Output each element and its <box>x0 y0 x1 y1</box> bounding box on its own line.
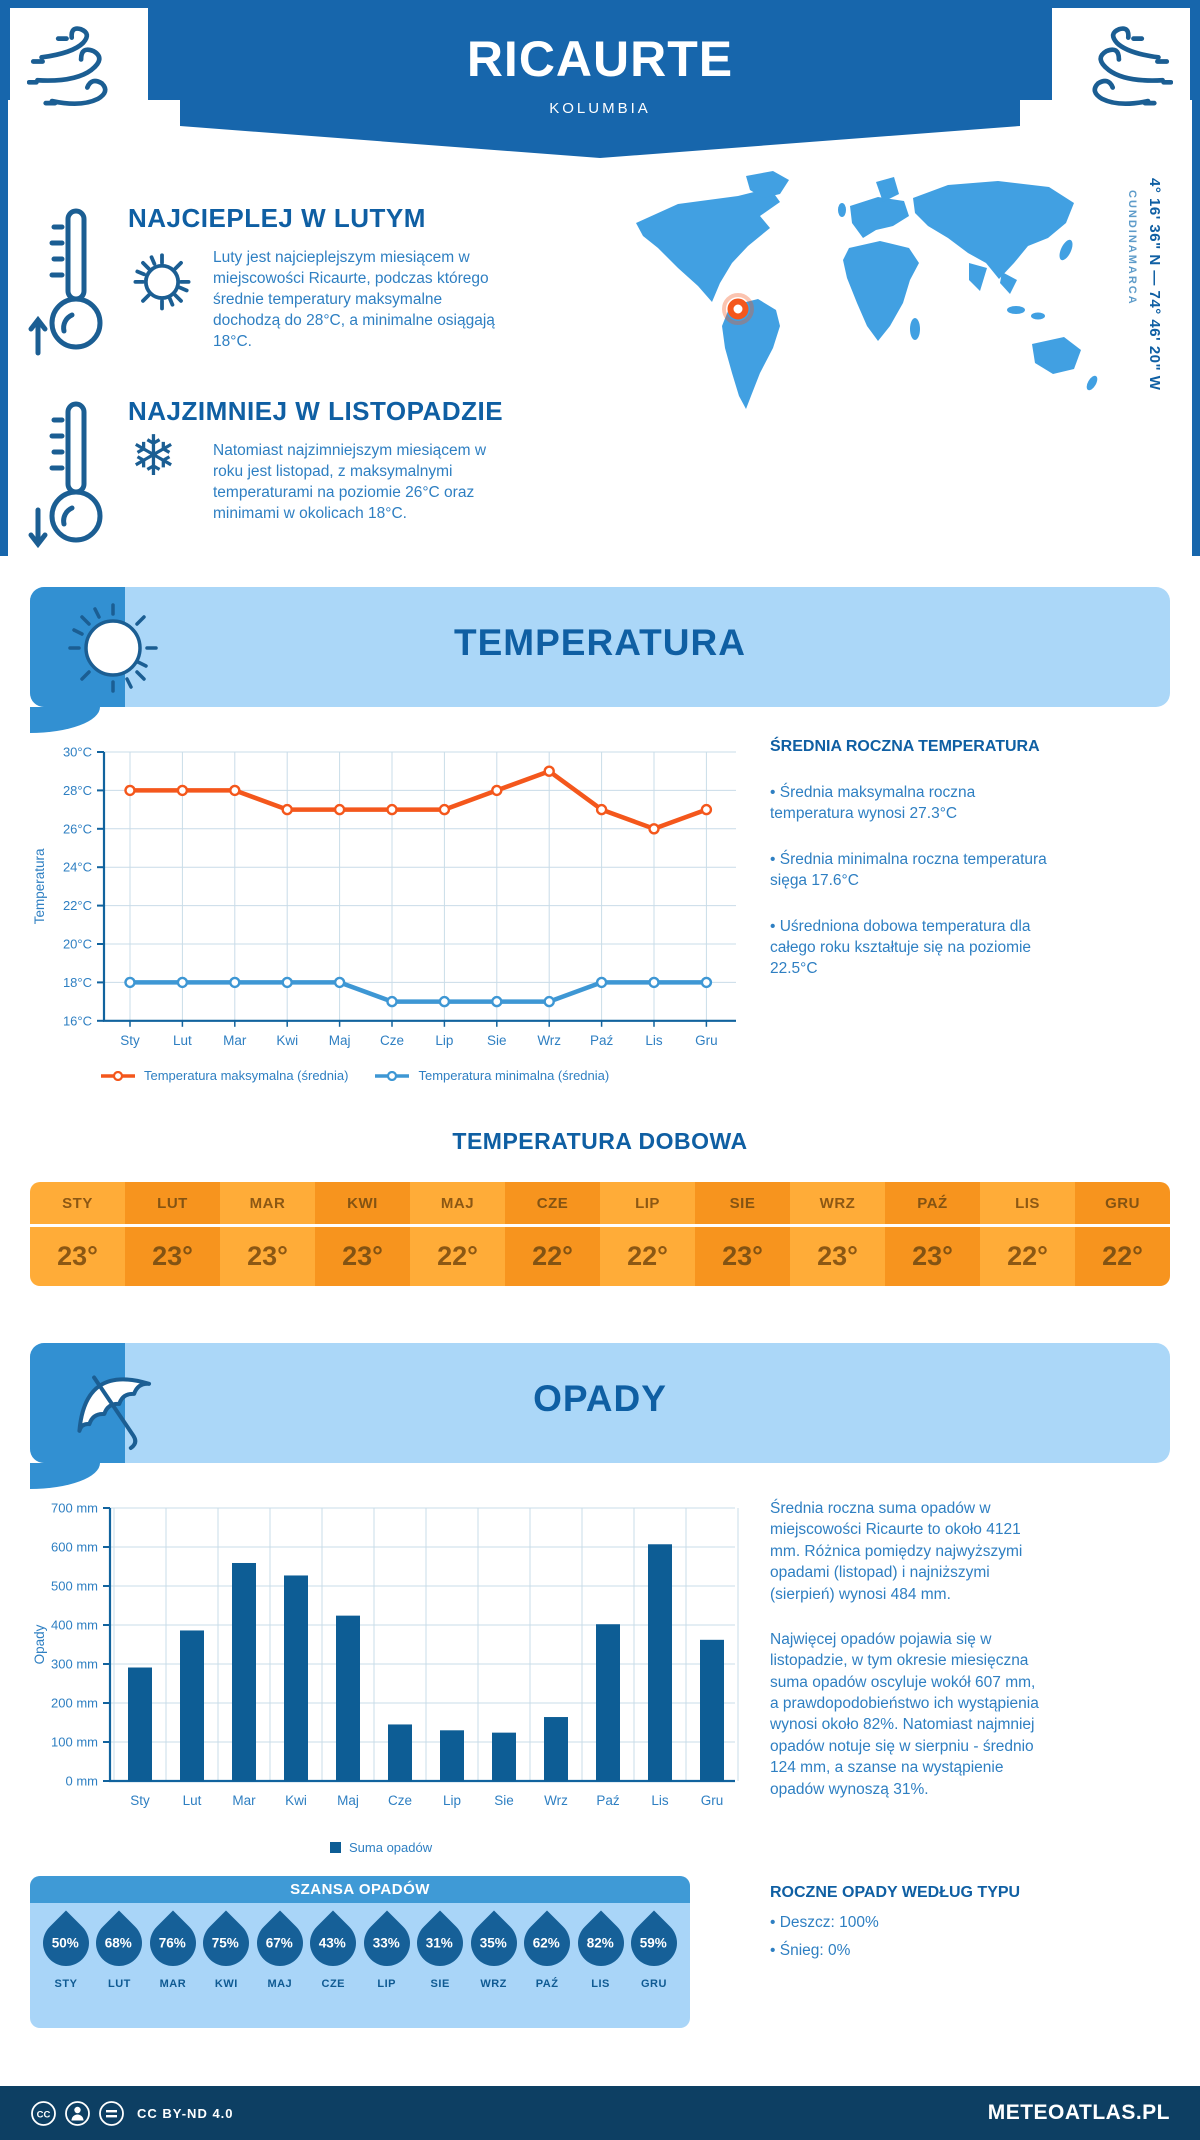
svg-text:0 mm: 0 mm <box>65 1773 98 1789</box>
page-title: RICAURTE <box>466 31 734 87</box>
legend-min-label: Temperatura minimalna (średnia) <box>418 1068 610 1083</box>
wind-icon <box>27 22 131 126</box>
svg-text:600 mm: 600 mm <box>51 1539 98 1555</box>
daily-table-month: MAR <box>220 1182 315 1224</box>
svg-text:Gru: Gru <box>695 1032 718 1048</box>
rain-chance-value: 43% <box>319 1935 347 1951</box>
svg-text:Mar: Mar <box>223 1032 247 1048</box>
precipitation-legend <box>330 1840 432 1855</box>
daily-table-column <box>220 1182 315 1286</box>
daily-table-month: SIE <box>695 1182 790 1224</box>
svg-text:500 mm: 500 mm <box>51 1578 98 1594</box>
header-ribbon-notch <box>180 126 1020 158</box>
header-left-box <box>10 8 148 140</box>
svg-text:Lip: Lip <box>442 1793 462 1808</box>
sun-icon <box>124 240 200 320</box>
rain-chance-value: 35% <box>480 1935 508 1951</box>
daily-table-value: 23° <box>30 1224 125 1286</box>
rain-chance-cell <box>200 1907 252 1990</box>
rain-chance-month: LIS <box>591 1978 610 1990</box>
daily-table-value: 23° <box>695 1224 790 1286</box>
legend-item-min <box>374 1068 609 1083</box>
svg-text:Lip: Lip <box>435 1032 454 1048</box>
rain-chance-value: 76% <box>159 1935 187 1951</box>
svg-text:Gru: Gru <box>700 1793 724 1808</box>
svg-text:Maj: Maj <box>337 1793 359 1808</box>
legend-max-label: Temperatura maksymalna (średnia) <box>144 1068 349 1083</box>
rain-chance-month: GRU <box>641 1978 667 1990</box>
svg-text:Wrz: Wrz <box>544 1793 568 1808</box>
daily-table-column <box>885 1182 980 1286</box>
coldest-text: Natomiast najzimniejszym miesiącem w roku jest listopad, z maksymalnymi temperaturami na poziomie 26°C oraz minimami w okolicach 18°C. <box>213 442 487 523</box>
water-drop-icon <box>247 1910 312 1975</box>
rain-chance-value: 82% <box>587 1935 615 1951</box>
temperature-legend <box>100 1068 609 1083</box>
daily-table-column <box>695 1182 790 1286</box>
water-drop-icon <box>408 1910 473 1975</box>
rain-chance-value: 50% <box>52 1935 80 1951</box>
svg-text:Sie: Sie <box>487 1032 507 1048</box>
svg-text:Maj: Maj <box>328 1032 351 1048</box>
svg-text:Kwi: Kwi <box>276 1032 299 1048</box>
daily-table-column <box>980 1182 1075 1286</box>
rain-chance-cell <box>93 1907 145 1990</box>
legend-sum-swatch <box>330 1842 341 1853</box>
temperature-bullet: • Średnia minimalna roczna temperatura sięga 17.6°C <box>770 850 1047 890</box>
rain-chance-month: LUT <box>108 1978 131 1990</box>
rain-chance-month: MAR <box>159 1978 187 1990</box>
warmest-title: NAJCIEPLEJ W LUTYM <box>128 203 426 233</box>
svg-text:22°C: 22°C <box>62 898 92 914</box>
daily-table-column <box>790 1182 885 1286</box>
daily-table-month: LIS <box>980 1182 1075 1224</box>
rain-chance-month: PAŹ <box>535 1978 559 1990</box>
region-label: CUNDINAMARCA <box>1126 190 1138 306</box>
precipitation-bar-chart <box>30 1478 745 1828</box>
coldest-title: NAJZIMNIEJ W LISTOPADZIE <box>128 396 504 426</box>
rain-chance-month: WRZ <box>480 1978 507 1990</box>
footer <box>0 2086 1200 2140</box>
daily-temperature-table <box>30 1182 1170 1286</box>
attribution-person-icon <box>64 2100 91 2127</box>
rain-chance-value: 59% <box>640 1935 668 1951</box>
rain-chance-value: 68% <box>105 1935 133 1951</box>
water-drop-icon <box>621 1910 686 1975</box>
rain-chance-month: SIE <box>430 1978 450 1990</box>
svg-text:Sty: Sty <box>130 1793 150 1808</box>
rain-chance-value: 33% <box>373 1935 401 1951</box>
svg-text:200 mm: 200 mm <box>51 1695 98 1711</box>
rain-chance-cell <box>468 1907 520 1990</box>
daily-table-month: PAŹ <box>885 1182 980 1224</box>
svg-text:Cze: Cze <box>379 1032 405 1048</box>
rain-chance-cell <box>414 1907 466 1990</box>
rain-chance-value: 75% <box>212 1935 240 1951</box>
daily-table-month: CZE <box>505 1182 600 1224</box>
precipitation-type-bullet: • Śnieg: 0% <box>770 1942 851 1960</box>
legend-min-marker <box>374 1071 410 1081</box>
rain-chance-drops <box>30 1903 690 1990</box>
water-drop-icon <box>354 1910 419 1975</box>
daily-table-value: 22° <box>410 1224 505 1286</box>
precipitation-type-bullet: • Deszcz: 100% <box>770 1914 879 1931</box>
precipitation-paragraphs <box>770 1498 1046 1824</box>
water-drop-icon <box>568 1910 633 1975</box>
water-drop-icon <box>140 1910 205 1975</box>
daily-table-value: 23° <box>315 1224 410 1286</box>
thermometer-up-icon <box>28 205 128 360</box>
precipitation-type-bullets <box>770 1912 1062 1969</box>
svg-text:30°C: 30°C <box>62 744 92 760</box>
water-drop-icon <box>461 1910 526 1975</box>
temperature-bullet: • Średnia maksymalna roczna temperatura wynosi 27.3°C <box>770 784 976 823</box>
svg-text:Paź: Paź <box>589 1032 614 1048</box>
thermometer-down-icon <box>28 398 128 553</box>
warmest-text: Luty jest najcieplejszym miesiącem w miejscowości Ricaurte, podczas którego średnie temperatury maksymalne dochodzą do 28°C, a minimalne osiągają 18°C. <box>213 249 495 351</box>
snowflake-icon: ❄ <box>130 424 177 487</box>
daily-table-value: 23° <box>790 1224 885 1286</box>
rain-chance-box <box>30 1876 690 2028</box>
daily-table-month: GRU <box>1075 1182 1170 1224</box>
daily-table-column <box>410 1182 505 1286</box>
daily-table-value: 22° <box>980 1224 1075 1286</box>
svg-text:18°C: 18°C <box>62 974 92 990</box>
rain-chance-cell <box>147 1907 199 1990</box>
precipitation-section-title: OPADY <box>533 1378 667 1419</box>
rain-chance-cell <box>575 1907 627 1990</box>
cc-icons <box>30 2100 125 2127</box>
daily-table-value: 22° <box>1075 1224 1170 1286</box>
precipitation-paragraph: Średnia roczna suma opadów w miejscowości Ricaurte to około 4121 mm. Różnica pomiędzy najwyższymi opadami (listopad) i najniższymi (sierpień) wynosi 484 mm. <box>770 1500 1023 1603</box>
daily-table-value: 23° <box>125 1224 220 1286</box>
page-subtitle: KOLUMBIA <box>549 100 651 117</box>
water-drop-icon <box>33 1910 98 1975</box>
daily-table-column <box>505 1182 600 1286</box>
svg-text:24°C: 24°C <box>62 859 92 875</box>
legend-sum-label: Suma opadów <box>349 1840 433 1855</box>
wind-icon <box>1069 22 1173 126</box>
rain-chance-cell <box>254 1907 306 1990</box>
world-map <box>618 168 1118 418</box>
temperature-section-title: TEMPERATURA <box>454 622 746 663</box>
svg-text:Lis: Lis <box>645 1032 663 1048</box>
daily-table-column <box>600 1182 695 1286</box>
temperature-summary-bullets <box>770 782 1062 1004</box>
rain-chance-month: LIP <box>377 1978 397 1990</box>
daily-table-column <box>315 1182 410 1286</box>
water-drop-icon <box>515 1910 580 1975</box>
rain-chance-month: STY <box>54 1978 78 1990</box>
rain-chance-value: 62% <box>533 1935 561 1951</box>
svg-text:Opady: Opady <box>32 1624 47 1665</box>
daily-temperature-title: TEMPERATURA DOBOWA <box>452 1128 748 1154</box>
rain-chance-cell <box>307 1907 359 1990</box>
temperature-bullet: • Uśredniona dobowa temperatura dla całego roku kształtuje się na poziomie 22.5°C <box>770 917 1032 978</box>
svg-text:Paź: Paź <box>596 1793 620 1808</box>
svg-text:Lis: Lis <box>651 1793 669 1808</box>
rain-chance-title: SZANSA OPADÓW <box>30 1876 690 1903</box>
svg-text:100 mm: 100 mm <box>51 1734 98 1750</box>
rain-chance-cell <box>628 1907 680 1990</box>
svg-text:Sie: Sie <box>494 1793 514 1808</box>
no-derivatives-icon <box>98 2100 125 2127</box>
water-drop-icon <box>194 1910 259 1975</box>
daily-table-month: WRZ <box>790 1182 885 1224</box>
daily-table-month: KWI <box>315 1182 410 1224</box>
legend-item-sum <box>330 1840 432 1855</box>
svg-text:28°C: 28°C <box>62 782 92 798</box>
rain-chance-month: CZE <box>321 1978 346 1990</box>
precipitation-type-title: ROCZNE OPADY WEDŁUG TYPU <box>770 1884 1021 1901</box>
svg-text:Wrz: Wrz <box>537 1032 562 1048</box>
rain-chance-value: 31% <box>426 1935 454 1951</box>
daily-table-value: 23° <box>220 1224 315 1286</box>
location-marker <box>731 302 746 317</box>
svg-text:300 mm: 300 mm <box>51 1656 98 1672</box>
temperature-summary-title: ŚREDNIA ROCZNA TEMPERATURA <box>770 738 1040 755</box>
daily-table-value: 22° <box>505 1224 600 1286</box>
precipitation-paragraph: Najwięcej opadów pojawia się w listopadzie, w tym okresie miesięczna suma opadów oscyluje wokół 607 mm, a prawdopodobieństwo ich wystąpienia wynosi około 82%. Natomiast najmniej opadów notuje się w sierpniu - średnio 124 mm, a szanse na wystąpienie opadów wynoszą 31%. <box>770 1630 1039 1798</box>
rain-chance-cell <box>521 1907 573 1990</box>
svg-text:Mar: Mar <box>232 1793 256 1808</box>
cc-icon <box>30 2100 57 2127</box>
rain-chance-cell <box>361 1907 413 1990</box>
daily-table-column <box>125 1182 220 1286</box>
svg-text:16°C: 16°C <box>62 1013 92 1029</box>
daily-table-column <box>30 1182 125 1286</box>
rain-chance-month: KWI <box>214 1978 238 1990</box>
daily-table-value: 22° <box>600 1224 695 1286</box>
rain-chance-value: 67% <box>266 1935 294 1951</box>
svg-text:Sty: Sty <box>120 1032 140 1048</box>
water-drop-icon <box>87 1910 152 1975</box>
daily-table-month: STY <box>30 1182 125 1224</box>
rain-chance-month: MAJ <box>267 1978 293 1990</box>
brand-logo: METEOATLAS.PL <box>987 2101 1170 2124</box>
daily-table-month: LIP <box>600 1182 695 1224</box>
svg-text:Temperatura: Temperatura <box>32 848 47 925</box>
svg-text:Kwi: Kwi <box>285 1793 307 1808</box>
rain-chance-cell <box>40 1907 92 1990</box>
daily-table-month: MAJ <box>410 1182 505 1224</box>
svg-text:Lut: Lut <box>182 1793 202 1808</box>
daily-table-month: LUT <box>125 1182 220 1224</box>
svg-text:400 mm: 400 mm <box>51 1617 98 1633</box>
license-text: CC BY-ND 4.0 <box>137 2105 234 2121</box>
coordinates-label: 4° 16' 36" N — 74° 46' 20" W <box>1146 178 1163 391</box>
svg-text:Cze: Cze <box>387 1793 413 1808</box>
water-drop-icon <box>301 1910 366 1975</box>
legend-max-marker <box>100 1071 136 1081</box>
svg-text:20°C: 20°C <box>62 936 92 952</box>
header-right-box <box>1052 8 1190 140</box>
legend-item-max <box>100 1068 348 1083</box>
daily-table-column <box>1075 1182 1170 1286</box>
daily-table-value: 23° <box>885 1224 980 1286</box>
svg-text:CC: CC <box>36 2109 51 2120</box>
svg-text:26°C: 26°C <box>62 821 92 837</box>
svg-text:Lut: Lut <box>173 1032 192 1048</box>
temperature-line-chart <box>30 728 745 1063</box>
svg-text:700 mm: 700 mm <box>51 1500 98 1516</box>
